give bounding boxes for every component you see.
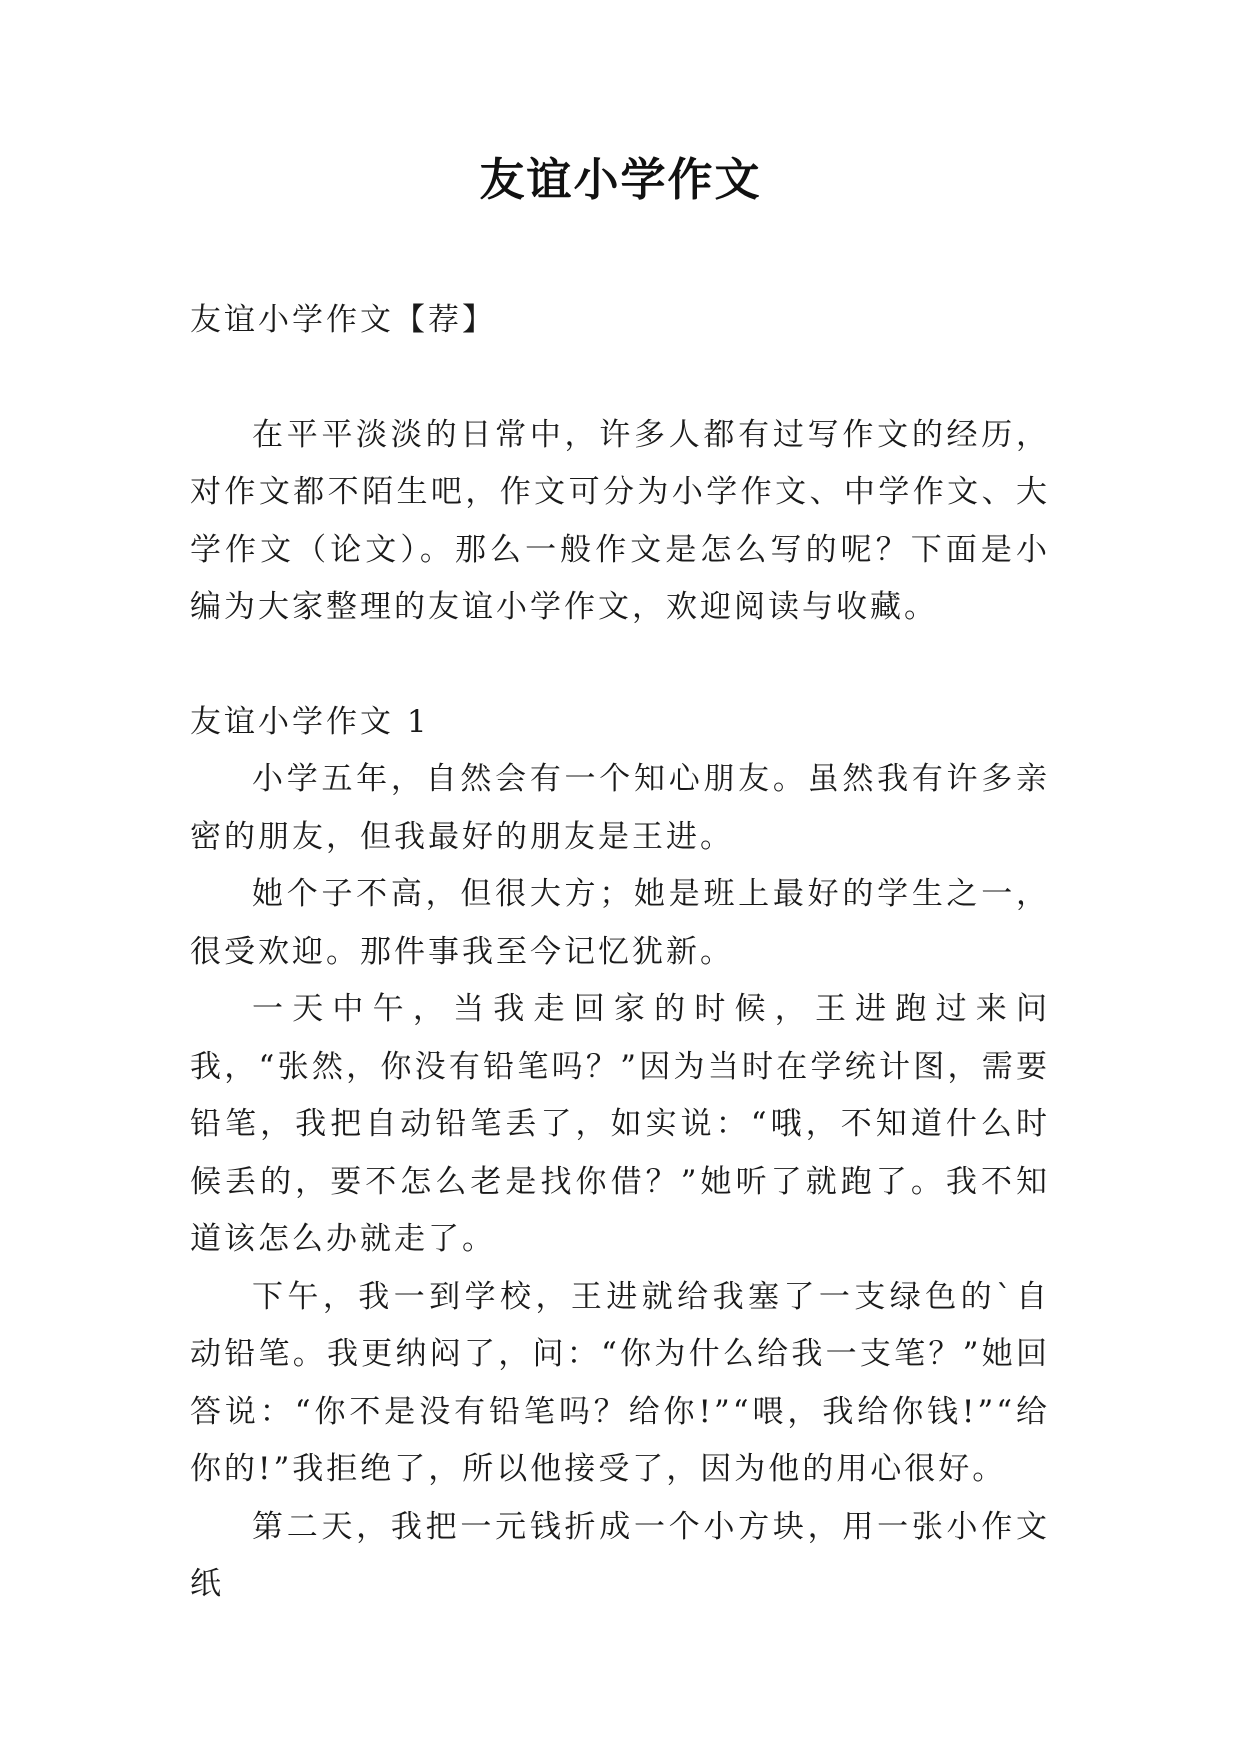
spacer <box>190 637 1050 694</box>
document-body <box>190 292 1050 1614</box>
document-subtitle: 友谊小学作文【荐】 <box>190 302 496 338</box>
body-paragraph: 小学五年，自然会有一个知心朋友。虽然我有许多亲密的朋友，但我最好的朋友是王进。 <box>190 761 1050 855</box>
body-paragraph: 第二天，我把一元钱折成一个小方块，用一张小作文纸 <box>190 1508 1050 1602</box>
intro-paragraph: 在平平淡淡的日常中，许多人都有过写作文的经历，对作文都不陌生吧，作文可分为小学作文、中学作文、大学作文（论文）。那么一般作文是怎么写的呢？下面是小编为大家整理的友谊小学作文，欢迎阅读与收藏。 <box>190 416 1050 625</box>
body-paragraph: 一天中午，当我走回家的时候，王进跑过来问我，“张然，你没有铅笔吗？”因为当时在学统计图，需要铅笔，我把自动铅笔丢了，如实说：“哦，不知道什么时候丢的，要不怎么老是找你借？”她听了就跑了。我不知道该怎么办就走了。 <box>190 991 1050 1257</box>
spacer <box>190 350 1050 407</box>
section-heading: 友谊小学作文 1 <box>190 703 430 740</box>
body-paragraph: 下午，我一到学校，王进就给我塞了一支绿色的`自动铅笔。我更纳闷了，问：“你为什么给我一支笔？”她回答说：“你不是没有铅笔吗？给你!”“喂，我给你钱!”“给你的!”我拒绝了，所以他接受了，因为他的用心很好。 <box>190 1278 1050 1487</box>
document-title: 友谊小学作文 <box>479 153 762 206</box>
body-paragraph: 她个子不高，但很大方；她是班上最好的学生之一，很受欢迎。那件事我至今记忆犹新。 <box>190 876 1050 970</box>
